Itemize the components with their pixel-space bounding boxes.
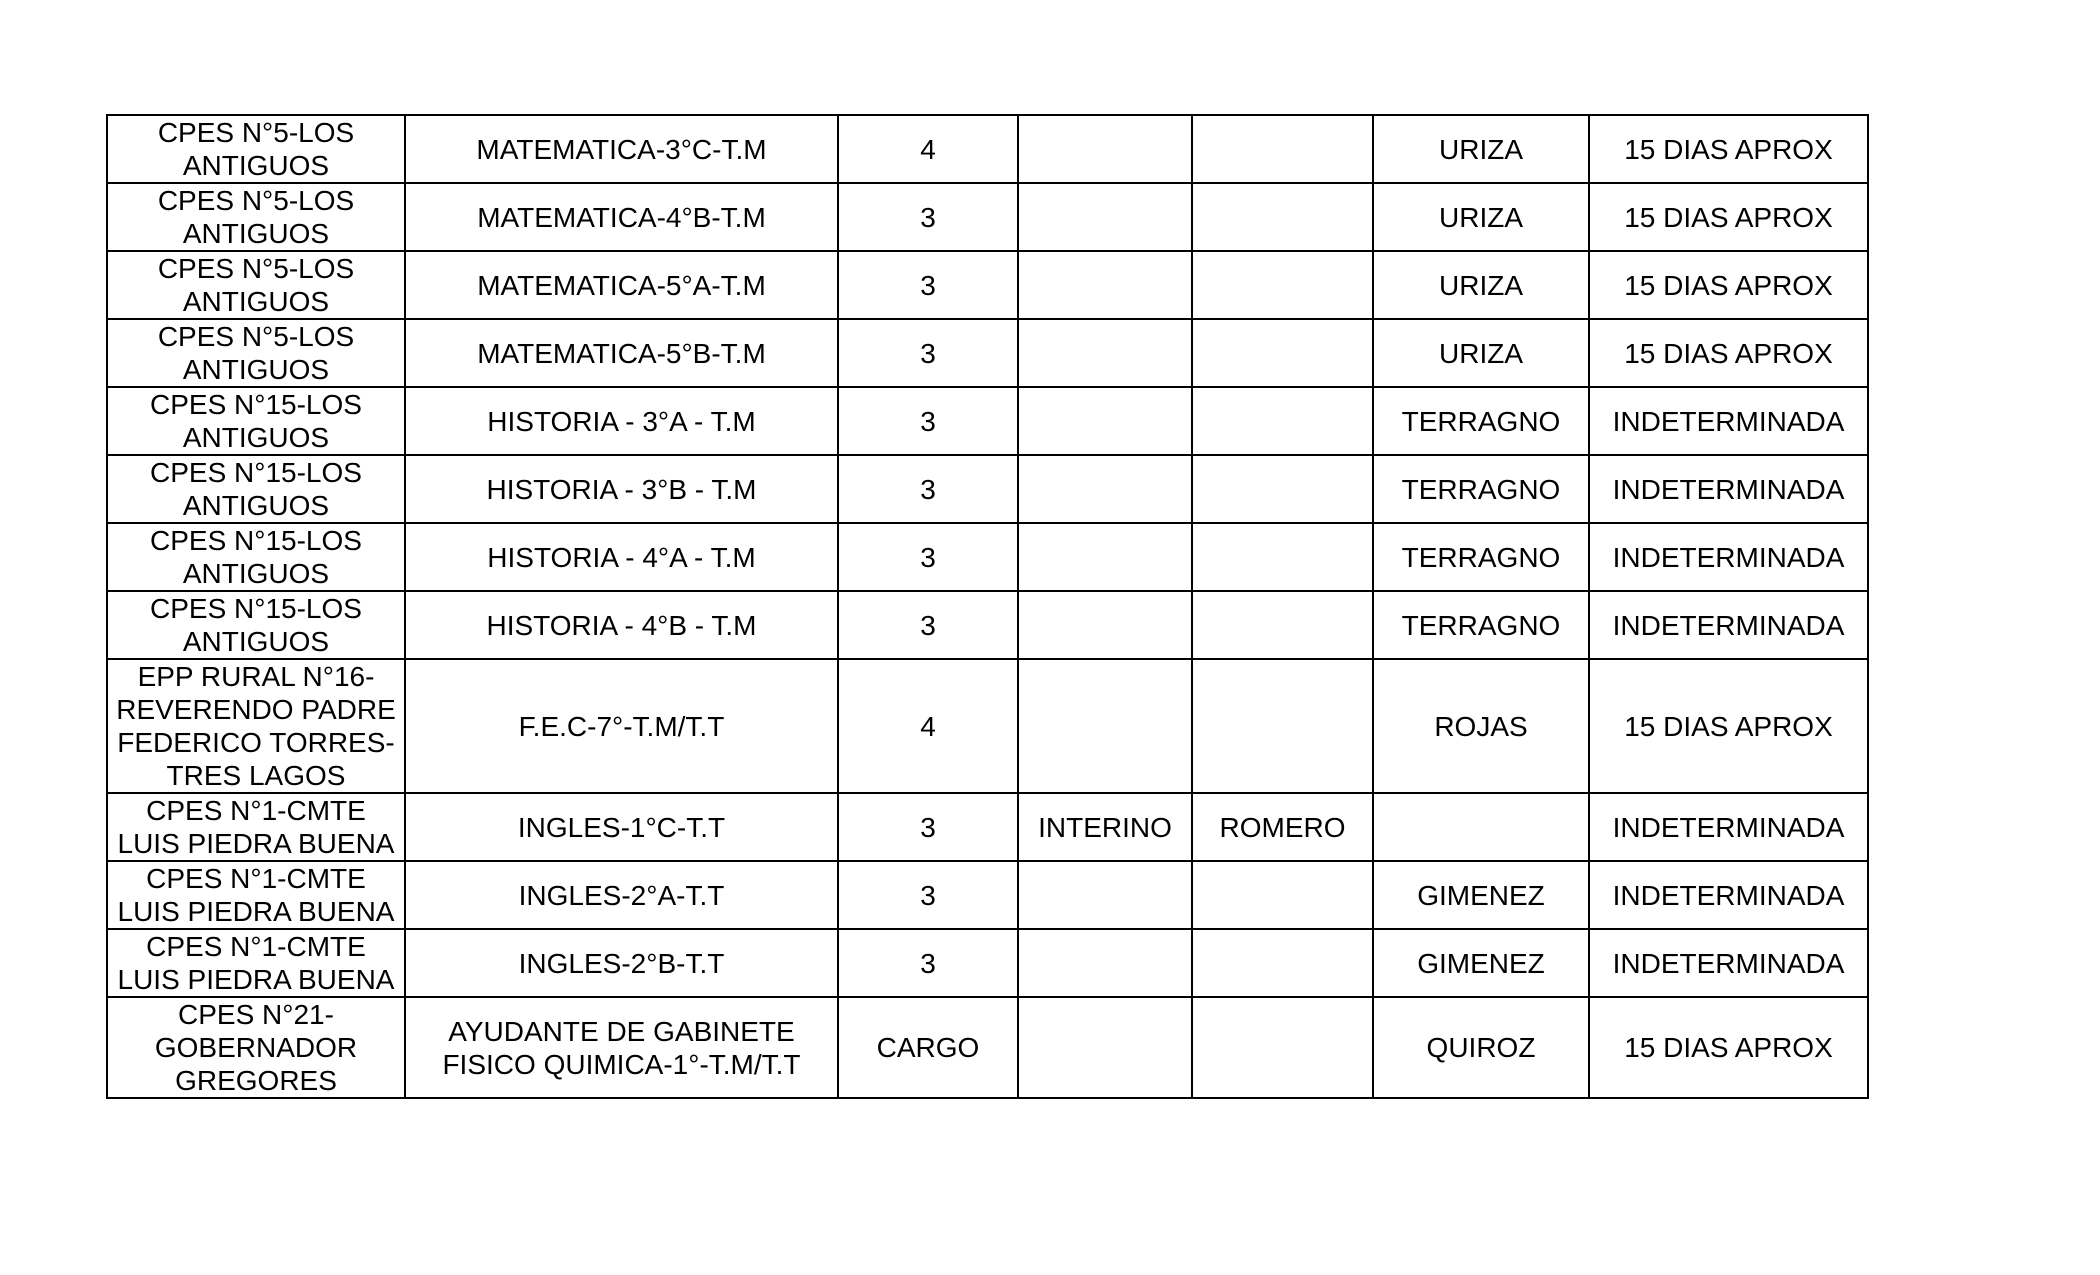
table-row bbox=[107, 591, 1868, 659]
table-row bbox=[107, 183, 1868, 251]
cell-suplente[interactable]: TERRAGNO bbox=[1373, 455, 1589, 523]
cell-horas[interactable]: 3 bbox=[838, 523, 1018, 591]
cell-situacion[interactable] bbox=[1018, 659, 1192, 793]
cell-materia[interactable]: HISTORIA - 3°B - T.M bbox=[405, 455, 838, 523]
cell-duracion[interactable]: 15 DIAS APROX bbox=[1589, 659, 1868, 793]
cell-situacion[interactable] bbox=[1018, 997, 1192, 1098]
cell-titular[interactable]: ROMERO bbox=[1192, 793, 1373, 861]
cell-situacion[interactable] bbox=[1018, 251, 1192, 319]
cell-suplente[interactable]: TERRAGNO bbox=[1373, 523, 1589, 591]
cell-horas[interactable]: 3 bbox=[838, 251, 1018, 319]
cell-duracion[interactable]: 15 DIAS APROX bbox=[1589, 183, 1868, 251]
cell-titular[interactable] bbox=[1192, 115, 1373, 183]
cell-suplente[interactable]: GIMENEZ bbox=[1373, 929, 1589, 997]
cell-horas[interactable]: 3 bbox=[838, 387, 1018, 455]
cell-materia[interactable]: AYUDANTE DE GABINETE FISICO QUIMICA-1°-T.M/T.T bbox=[405, 997, 838, 1098]
cell-suplente[interactable]: ROJAS bbox=[1373, 659, 1589, 793]
cell-titular[interactable] bbox=[1192, 319, 1373, 387]
cell-escuela[interactable]: CPES N°1-CMTE LUIS PIEDRA BUENA bbox=[107, 929, 405, 997]
cell-escuela[interactable]: CPES N°15-LOS ANTIGUOS bbox=[107, 523, 405, 591]
cell-horas[interactable]: CARGO bbox=[838, 997, 1018, 1098]
cell-duracion[interactable]: INDETERMINADA bbox=[1589, 591, 1868, 659]
cell-titular[interactable] bbox=[1192, 929, 1373, 997]
cell-suplente[interactable]: URIZA bbox=[1373, 251, 1589, 319]
cell-horas[interactable]: 3 bbox=[838, 183, 1018, 251]
table-row bbox=[107, 251, 1868, 319]
cell-horas[interactable]: 3 bbox=[838, 929, 1018, 997]
table-row bbox=[107, 387, 1868, 455]
cell-duracion[interactable]: 15 DIAS APROX bbox=[1589, 319, 1868, 387]
cell-escuela[interactable]: CPES N°15-LOS ANTIGUOS bbox=[107, 455, 405, 523]
table-row bbox=[107, 793, 1868, 861]
cell-materia[interactable]: MATEMATICA-3°C-T.M bbox=[405, 115, 838, 183]
cell-horas[interactable]: 3 bbox=[838, 455, 1018, 523]
cell-duracion[interactable]: INDETERMINADA bbox=[1589, 523, 1868, 591]
cell-suplente[interactable]: TERRAGNO bbox=[1373, 591, 1589, 659]
cell-suplente[interactable] bbox=[1373, 793, 1589, 861]
cell-suplente[interactable]: URIZA bbox=[1373, 115, 1589, 183]
cell-escuela[interactable]: CPES N°1-CMTE LUIS PIEDRA BUENA bbox=[107, 793, 405, 861]
cell-duracion[interactable]: INDETERMINADA bbox=[1589, 793, 1868, 861]
cell-materia[interactable]: HISTORIA - 4°B - T.M bbox=[405, 591, 838, 659]
cell-horas[interactable]: 3 bbox=[838, 319, 1018, 387]
cell-titular[interactable] bbox=[1192, 997, 1373, 1098]
cell-materia[interactable]: F.E.C-7°-T.M/T.T bbox=[405, 659, 838, 793]
cell-situacion[interactable] bbox=[1018, 387, 1192, 455]
cell-escuela[interactable]: CPES N°1-CMTE LUIS PIEDRA BUENA bbox=[107, 861, 405, 929]
cell-duracion[interactable]: INDETERMINADA bbox=[1589, 929, 1868, 997]
cell-suplente[interactable]: TERRAGNO bbox=[1373, 387, 1589, 455]
table-row bbox=[107, 929, 1868, 997]
cell-suplente[interactable]: QUIROZ bbox=[1373, 997, 1589, 1098]
cell-materia[interactable]: MATEMATICA-4°B-T.M bbox=[405, 183, 838, 251]
cell-situacion[interactable] bbox=[1018, 591, 1192, 659]
cell-titular[interactable] bbox=[1192, 183, 1373, 251]
cell-materia[interactable]: MATEMATICA-5°A-T.M bbox=[405, 251, 838, 319]
cell-escuela[interactable]: CPES N°5-LOS ANTIGUOS bbox=[107, 319, 405, 387]
cell-escuela[interactable]: CPES N°5-LOS ANTIGUOS bbox=[107, 183, 405, 251]
cell-materia[interactable]: INGLES-2°A-T.T bbox=[405, 861, 838, 929]
cell-horas[interactable]: 4 bbox=[838, 659, 1018, 793]
cell-situacion[interactable] bbox=[1018, 929, 1192, 997]
cell-horas[interactable]: 3 bbox=[838, 861, 1018, 929]
cell-suplente[interactable]: URIZA bbox=[1373, 319, 1589, 387]
cell-escuela[interactable]: CPES N°15-LOS ANTIGUOS bbox=[107, 591, 405, 659]
cell-materia[interactable]: INGLES-2°B-T.T bbox=[405, 929, 838, 997]
table-row bbox=[107, 455, 1868, 523]
cell-materia[interactable]: INGLES-1°C-T.T bbox=[405, 793, 838, 861]
cell-situacion[interactable] bbox=[1018, 115, 1192, 183]
cell-titular[interactable] bbox=[1192, 387, 1373, 455]
cell-titular[interactable] bbox=[1192, 523, 1373, 591]
cell-duracion[interactable]: 15 DIAS APROX bbox=[1589, 115, 1868, 183]
table-row bbox=[107, 997, 1868, 1098]
cell-duracion[interactable]: INDETERMINADA bbox=[1589, 387, 1868, 455]
cell-materia[interactable]: MATEMATICA-5°B-T.M bbox=[405, 319, 838, 387]
cell-situacion[interactable]: INTERINO bbox=[1018, 793, 1192, 861]
table-row bbox=[107, 659, 1868, 793]
cell-materia[interactable]: HISTORIA - 3°A - T.M bbox=[405, 387, 838, 455]
cell-horas[interactable]: 3 bbox=[838, 591, 1018, 659]
table-row bbox=[107, 115, 1868, 183]
cell-escuela[interactable]: CPES N°5-LOS ANTIGUOS bbox=[107, 251, 405, 319]
table-row bbox=[107, 319, 1868, 387]
cell-horas[interactable]: 4 bbox=[838, 115, 1018, 183]
cell-escuela[interactable]: CPES N°21-GOBERNADOR GREGORES bbox=[107, 997, 405, 1098]
cell-titular[interactable] bbox=[1192, 591, 1373, 659]
table-row bbox=[107, 861, 1868, 929]
vacancies-table bbox=[106, 114, 1869, 1099]
cell-situacion[interactable] bbox=[1018, 861, 1192, 929]
cell-duracion[interactable]: 15 DIAS APROX bbox=[1589, 251, 1868, 319]
cell-titular[interactable] bbox=[1192, 861, 1373, 929]
cell-titular[interactable] bbox=[1192, 659, 1373, 793]
cell-duracion[interactable]: INDETERMINADA bbox=[1589, 455, 1868, 523]
cell-horas[interactable]: 3 bbox=[838, 793, 1018, 861]
cell-materia[interactable]: HISTORIA - 4°A - T.M bbox=[405, 523, 838, 591]
cell-escuela[interactable]: CPES N°15-LOS ANTIGUOS bbox=[107, 387, 405, 455]
table-row bbox=[107, 523, 1868, 591]
cell-situacion[interactable] bbox=[1018, 523, 1192, 591]
cell-situacion[interactable] bbox=[1018, 183, 1192, 251]
cell-escuela[interactable]: EPP RURAL N°16-REVERENDO PADRE FEDERICO TORRES-TRES LAGOS bbox=[107, 659, 405, 793]
cell-duracion[interactable]: INDETERMINADA bbox=[1589, 861, 1868, 929]
cell-situacion[interactable] bbox=[1018, 319, 1192, 387]
cell-titular[interactable] bbox=[1192, 455, 1373, 523]
cell-suplente[interactable]: GIMENEZ bbox=[1373, 861, 1589, 929]
cell-duracion[interactable]: 15 DIAS APROX bbox=[1589, 997, 1868, 1098]
cell-situacion[interactable] bbox=[1018, 455, 1192, 523]
cell-titular[interactable] bbox=[1192, 251, 1373, 319]
cell-suplente[interactable]: URIZA bbox=[1373, 183, 1589, 251]
cell-escuela[interactable]: CPES N°5-LOS ANTIGUOS bbox=[107, 115, 405, 183]
